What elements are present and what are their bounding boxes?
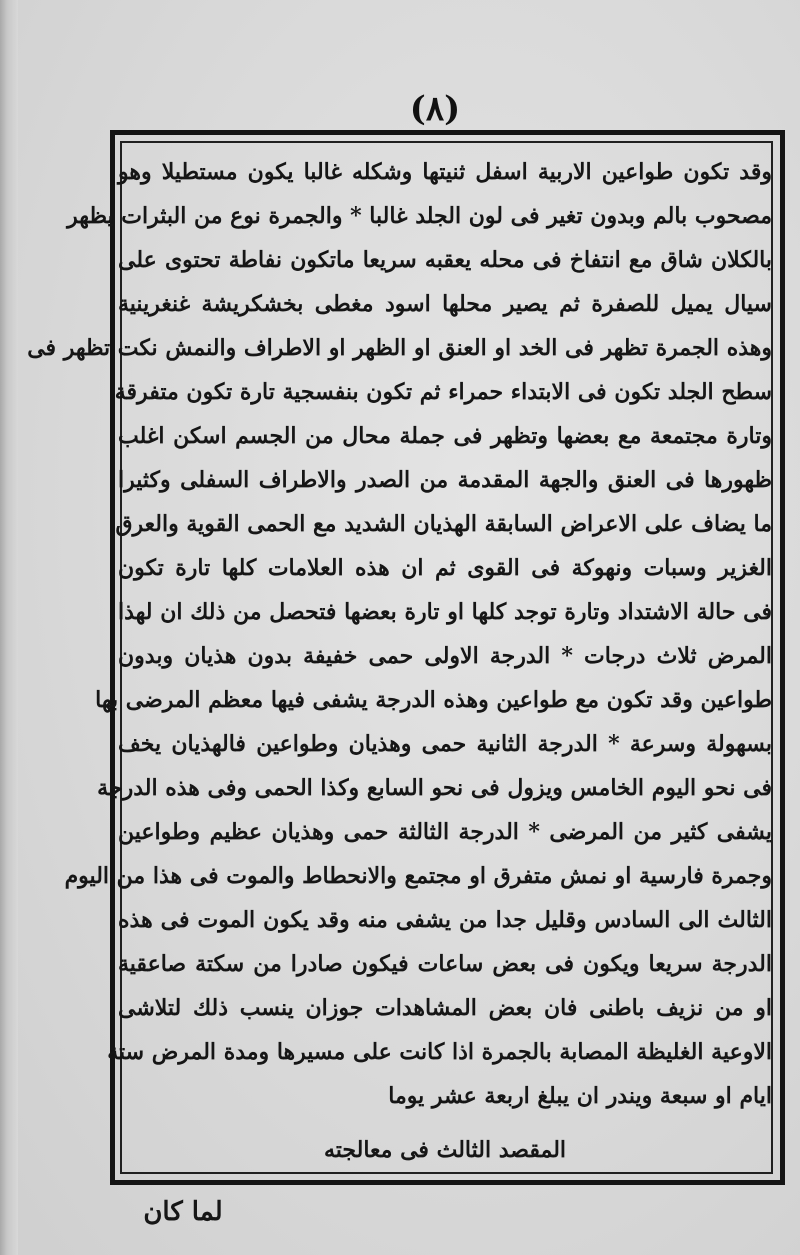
text-line: ايام او سبعة ويندر ان يبلغ اربعة عشر يوما (388, 1083, 772, 1109)
book-spine-shadow (0, 0, 18, 1255)
text-line: وهذه الجمرة تظهر فى الخد او العنق او الظهر او الاطراف والنمش نكت تظهر فى (27, 335, 772, 361)
text-line: بالكلان شاق مع انتفاخ فى محله يعقبه سريعا ماتكون نفاطة تحتوى على (118, 247, 772, 273)
page-number: (٨) (409, 89, 461, 129)
text-line: الثالث الى السادس وقليل جدا من يشفى منه وقد يكون الموت فى هذه (118, 907, 772, 933)
text-line: بسهولة وسرعة * الدرجة الثانية حمى وهذيان وطواعين فالهذيان يخف (118, 731, 772, 757)
body-text (27, 150, 772, 1170)
text-line: يشفى كثير من المرضى * الدرجة الثالثة حمى وهذيان عظيم وطواعين (118, 819, 772, 845)
text-line: وقد تكون طواعين الاربية اسفل ثنيتها وشكله غالبا يكون مستطيلا وهو (118, 159, 772, 185)
text-line: طواعين وقد تكون مع طواعين وهذه الدرجة يشفى فيها معظم المرضى بها (95, 687, 772, 713)
text-line: وجمرة فارسية او نمش متفرق او مجتمع والانحطاط والموت فى هذا من اليوم (64, 863, 772, 889)
text-line: المرض ثلاث درجات * الدرجة الاولى حمى خفيفة بدون هذيان وبدون (118, 643, 772, 669)
text-line: وتارة مجتمعة مع بعضها وتظهر فى جملة محال من الجسم اسكن اغلب (118, 423, 772, 449)
text-line: الدرجة سريعا ويكون فى بعض ساعات فيكون صادرا من سكتة صاعقية (118, 951, 772, 977)
text-line: الغزير وسبات ونهوكة فى القوى ثم ان هذه العلامات كلها تارة تكون (118, 555, 772, 581)
text-line: سطح الجلد تكون فى الابتداء حمراء ثم تكون بنفسجية تارة تكون متفرقة (114, 379, 772, 405)
text-line: سيال يميل للصفرة ثم يصير محلها اسود مغطى بخشكريشة غنغرينية (118, 291, 772, 317)
text-line: فى حالة الاشتداد وتارة توجد كلها او تارة بعضها فتحصل من ذلك ان لهذا (118, 599, 772, 625)
text-line: الاوعية الغليظة المصابة بالجمرة اذا كانت على مسيرها ومدة المرض ستة (107, 1039, 772, 1065)
text-line: ظهورها فى العنق والجهة المقدمة من الصدر والاطراف السفلى وكثيرا (118, 467, 772, 493)
section-heading: المقصد الثالث فى معالجته (323, 1137, 567, 1163)
text-line: مصحوب بالم وبدون تغير فى لون الجلد غالبا * والجمرة نوع من البثرات يظهر (67, 203, 772, 229)
text-line: ما يضاف على الاعراض السابقة الهذيان الشديد مع الحمى القوية والعرق (115, 511, 772, 537)
text-line: فى نحو اليوم الخامس ويزول فى نحو السابع وكذا الحمى وفى هذه الدرجة (97, 775, 772, 801)
catchword: لما كان (143, 1197, 223, 1227)
text-line: او من نزيف باطنى فان بعض المشاهدات جوزان ينسب ذلك لتلاشى (118, 995, 772, 1021)
